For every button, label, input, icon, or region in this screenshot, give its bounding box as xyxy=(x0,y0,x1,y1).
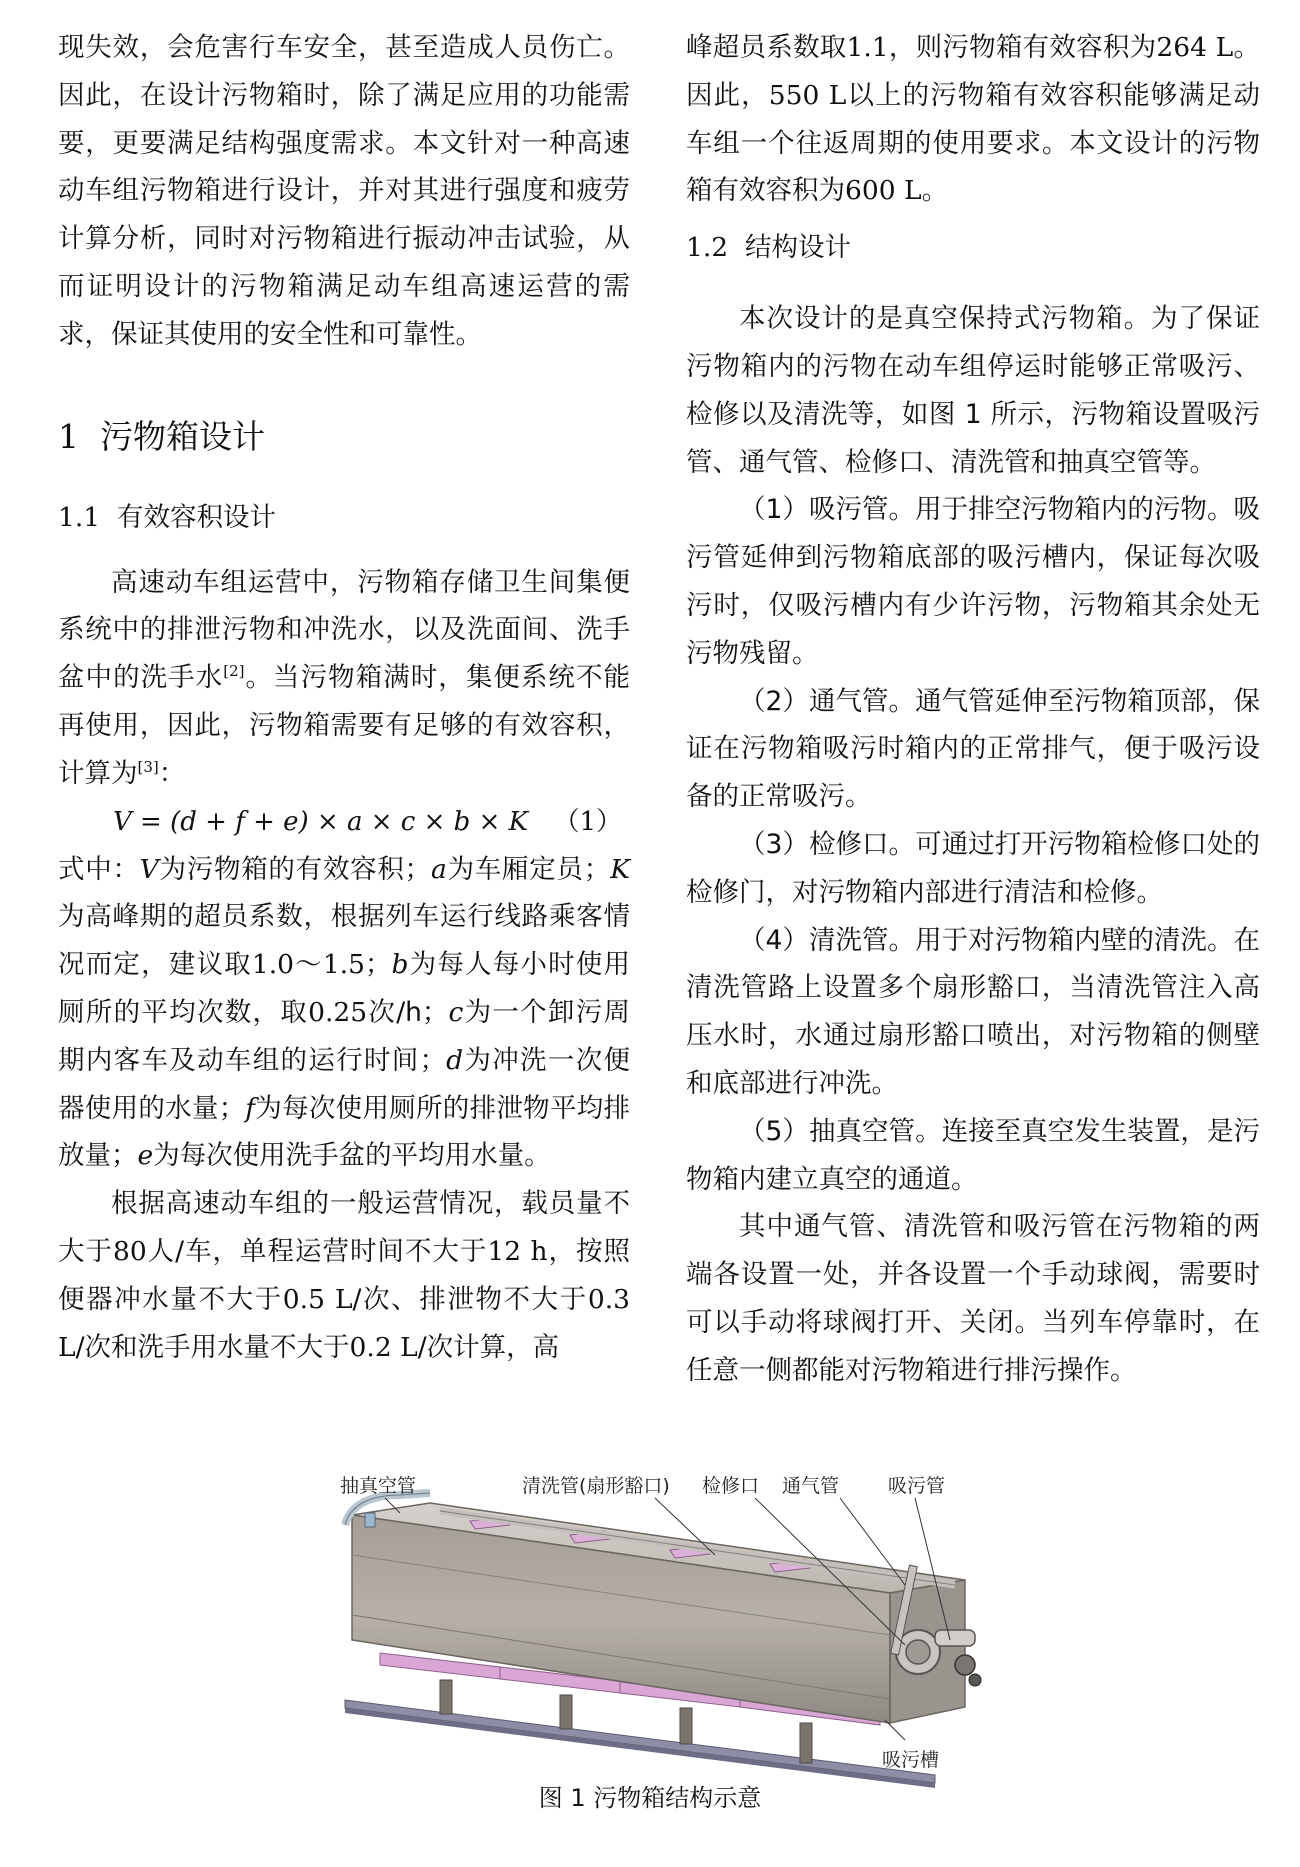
equation-1 xyxy=(58,798,630,846)
label-cleaning-pipe: 清洗管(扇形豁口) xyxy=(522,1475,670,1497)
label-access-port: 检修口 xyxy=(702,1475,760,1497)
structure-intro-paragraph: 本次设计的是真空保持式污物箱。为了保证污物箱内的污物在动车组停运时能够正常吸污、检修以及清洗等，如图 1 所示，污物箱设置吸污管、通气管、检修口、清洗管和抽真空管等。 xyxy=(686,303,1260,478)
item-access-port: （3）检修口。可通过打开污物箱检修口处的检修门，对污物箱内部进行清洁和检修。 xyxy=(686,828,1260,908)
label-vacuum-pipe: 抽真空管 xyxy=(340,1475,417,1497)
equation-number: （1） xyxy=(553,806,622,837)
intro-paragraph: 现失效，会危害行车安全，甚至造成人员伤亡。因此，在设计污物箱时，除了满足应用的功能需要，更要满足结构强度需求。本文针对一种高速动车组污物箱进行设计，并对其进行强度和疲劳计算分析，同时对污物箱进行振动冲击试验，从而证明设计的污物箱满足动车组高速运营的需求，保证其使用的安全性和可靠性。 xyxy=(58,32,630,350)
item-vacuum-pipe: （5）抽真空管。连接至真空发生装置，是污物箱内建立真空的通道。 xyxy=(686,1115,1260,1195)
section-1-number: 1 xyxy=(58,416,79,456)
section-1-2-heading xyxy=(686,231,1260,265)
label-vent-pipe: 通气管 xyxy=(782,1475,840,1497)
operating-conditions-paragraph: 根据高速动车组的一般运营情况，载员量不大于80人/车，单程运营时间不大于12 h，按照便器冲水量不大于0.5 L/次、排泄物不大于0.3 L/次和洗手用水量不大于0.2 L/次计算，高 xyxy=(58,1188,631,1363)
label-suction-pipe: 吸污管 xyxy=(888,1475,946,1497)
figure-caption: 图 1 污物箱结构示意 xyxy=(538,1784,762,1812)
variable-definitions-paragraph: 式中：V为污物箱的有效容积；a为车厢定员；K为高峰期的超员系数，根据列车运行线路乘客情况而定，建议取1.0～1.5；b为每人每小时使用厕所的平均次数，取0.25次/h；c为一个卸污周期内客车及动车组的运行时间；d为冲洗一次便器使用的水量；f为每次使用厕所的排泄物平均排放量；e为每次使用洗手盆的平均用水量。 xyxy=(58,853,631,1172)
capacity-result-paragraph: 峰超员系数取1.1，则污物箱有效容积为264 L。因此，550 L以上的污物箱有效容积能够满足动车组一个往返周期的使用要求。本文设计的污物箱有效容积为600 L。 xyxy=(686,32,1261,207)
right-column xyxy=(686,24,1260,1395)
equation-expression: V = (d + f + e) × a × c × b × K xyxy=(113,806,529,837)
section-1-1-heading xyxy=(58,501,630,535)
valves-paragraph: 其中通气管、清洗管和吸污管在污物箱的两端各设置一处，并各设置一个手动球阀，需要时可以手动将球阀打开、关闭。当列车停靠时，在任意一侧都能对污物箱进行排污操作。 xyxy=(686,1211,1260,1386)
label-suction-trough: 吸污槽 xyxy=(882,1749,940,1771)
section-1-1-number: 1.1 xyxy=(58,501,101,533)
section-1-heading xyxy=(58,417,630,457)
left-column xyxy=(58,24,630,1371)
section-1-2-title: 结构设计 xyxy=(745,232,852,264)
section-1-1-title: 有效容积设计 xyxy=(117,501,277,533)
item-vent-pipe: （2）通气管。通气管延伸至污物箱顶部，保证在污物箱吸污时箱内的正常排气，便于吸污设备的正常吸污。 xyxy=(686,685,1260,813)
section-1-2-number: 1.2 xyxy=(686,232,729,264)
citation-2: [2] xyxy=(223,662,245,681)
item-cleaning-pipe: （4）清洗管。用于对污物箱内壁的清洗。在清洗管路上设置多个扇形豁口，当清洗管注入高压水时，水通过扇形豁口喷出，对污物箱的侧壁和底部进行冲洗。 xyxy=(686,924,1260,1099)
section-1-title: 污物箱设计 xyxy=(99,416,265,456)
item-suction-pipe: （1）吸污管。用于排空污物箱内的污物。吸污管延伸到污物箱底部的吸污槽内，保证每次吸污时，仅吸污槽内有少许污物，污物箱其余处无污物残留。 xyxy=(686,494,1260,669)
citation-3: [3] xyxy=(137,757,159,776)
capacity-paragraph: 高速动车组运营中，污物箱存储卫生间集便系统中的排泄污物和冲洗水，以及洗面间、洗手盆中的洗手水[2]。当污物箱满时，集便系统不能再使用，因此，污物箱需要有足够的有效容积，计算为[3]： xyxy=(58,566,631,789)
